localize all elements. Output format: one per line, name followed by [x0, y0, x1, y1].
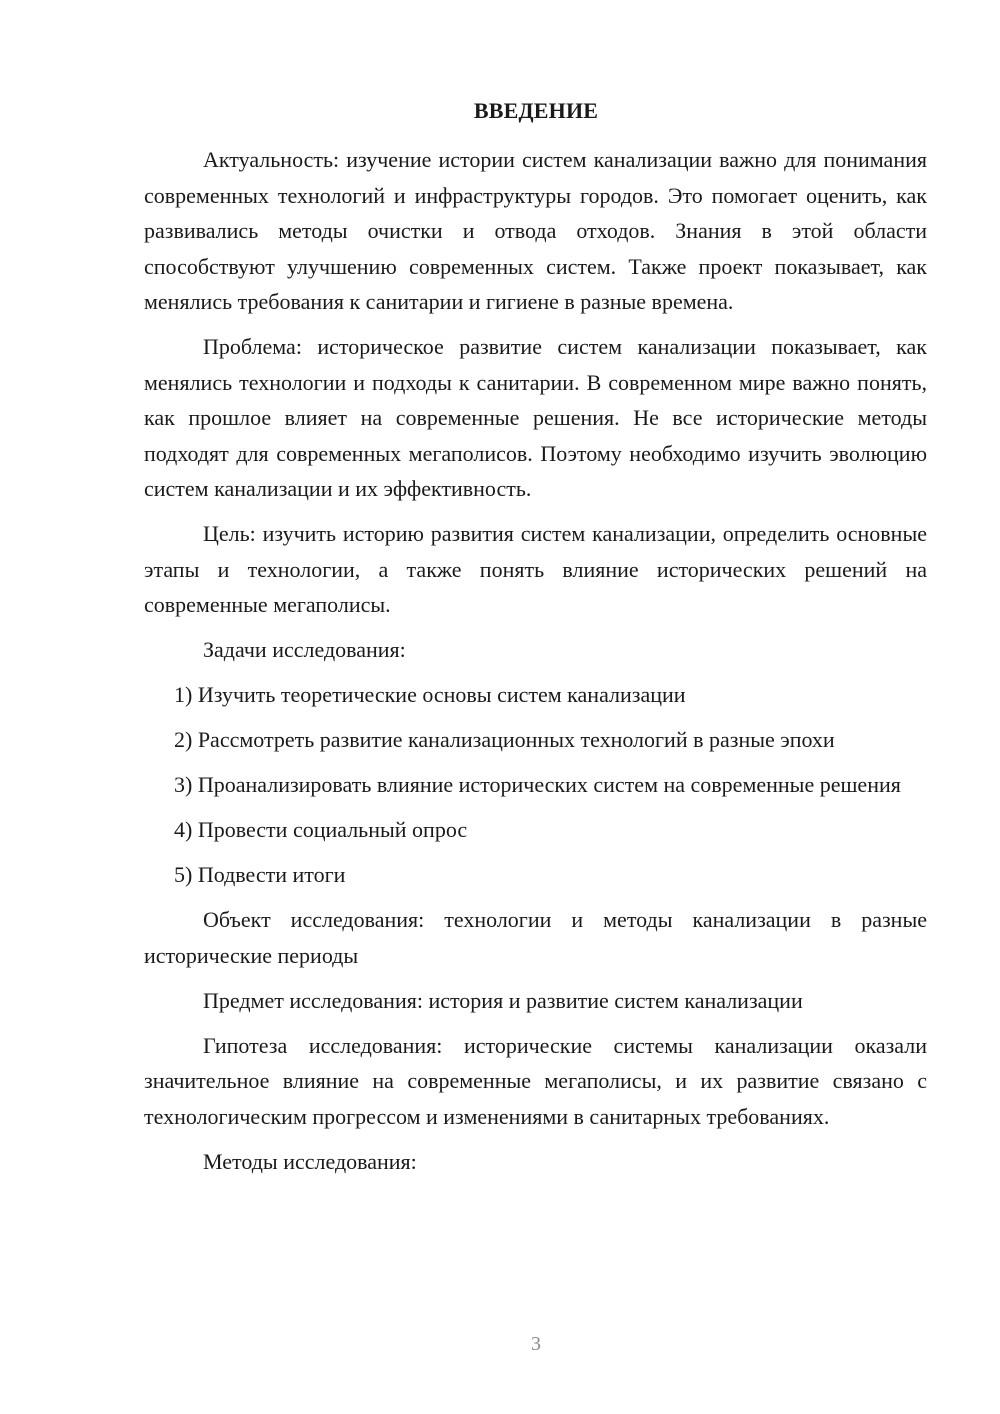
- page-number: 3: [531, 1333, 541, 1355]
- paragraph-subject: Предмет исследования: история и развитие систем канализации: [203, 987, 803, 1013]
- paragraph-goal: Цель: изучить историю развития систем канализации, определить основные этапы и технологии, а также понять влияние исторических решений на современные мегаполисы.: [144, 521, 927, 617]
- body-text: [144, 142, 927, 1189]
- task-item-2: 2) Рассмотреть развитие канализационных технологий в разные эпохи: [174, 727, 835, 752]
- paragraph-tasks-heading: Задачи исследования:: [203, 637, 406, 662]
- paragraph-object: Объект исследования: технологии и методы канализации в разные исторические периоды: [144, 907, 927, 968]
- task-item-3: 3) Проанализировать влияние исторических систем на современные решения: [174, 772, 901, 797]
- task-item-1: 1) Изучить теоретические основы систем канализации: [174, 682, 686, 707]
- page-title: ВВЕДЕНИЕ: [473, 98, 599, 123]
- paragraph-problem: Проблема: историческое развитие систем канализации показывает, как менялись технологии и подходы к санитарии. В современном мире важно понять, как прошлое влияет на современные решения. Не все исторические методы подходят для современных мегаполисов. Поэтому необходимо изучить эволюцию систем канализации и их эффективность.: [144, 334, 927, 501]
- paragraph-hypothesis: Гипотеза исследования: исторические системы канализации оказали значительное влияние на современные мегаполисы, и их развитие связано с технологическим прогрессом и изменениями в санитарных требованиях.: [144, 1032, 927, 1129]
- task-item-5: 5) Подвести итоги: [174, 862, 346, 887]
- paragraph-relevance: Актуальность: изучение истории систем канализации важно для понимания современных технологий и инфраструктуры городов. Это помогает оценить, как развивались методы очистки и отвода отходов. Знания в этой области способствуют улучшению современных систем. Также проект показывает, как менялись требования к санитарии и гигиене в разные времена.: [144, 147, 927, 314]
- task-item-4: 4) Провести социальный опрос: [174, 817, 468, 842]
- paragraph-methods-heading: Методы исследования:: [203, 1148, 417, 1174]
